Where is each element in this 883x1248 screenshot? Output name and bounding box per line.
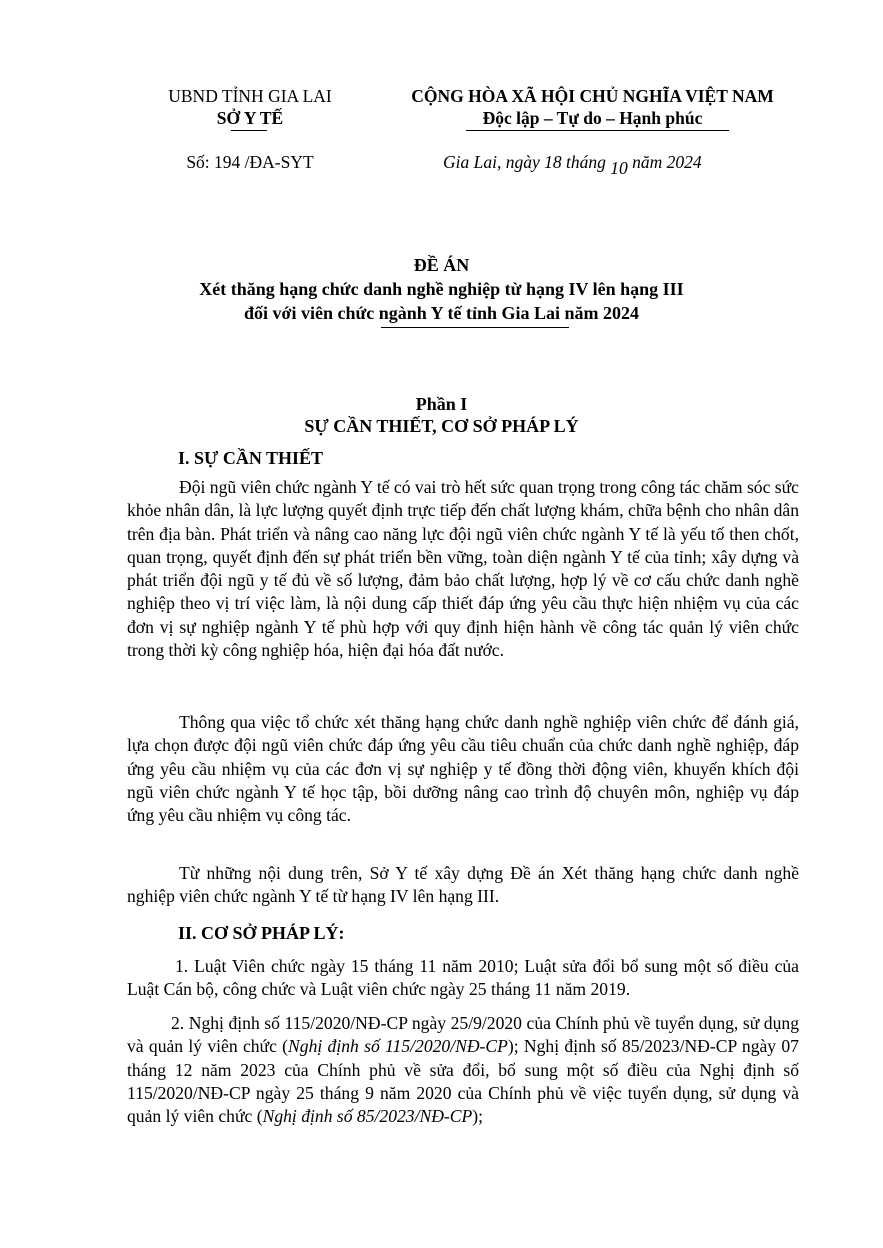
legal-basis-item-1: 1. Luật Viên chức ngày 15 tháng 11 năm 2010; Luật sửa đổi bổ sung một số điều của Luật Cán bộ, công chức và Luật viên chức ngày 25 tháng 11 năm 2019. [127, 956, 799, 1000]
section-heading-1: I. SỰ CẦN THIẾT [178, 448, 324, 468]
legal-basis-item-2 [127, 1012, 799, 1128]
part-heading: SỰ CẦN THIẾT, CƠ SỞ PHÁP LÝ [304, 416, 579, 436]
item2-text-2: ); Nghị định số 85/2023/NĐ-CP ngày 07 tháng 12 năm 2023 của Chính phủ về sửa đổi, bổ sung một số điều của Nghị định số 115/2020/NĐ-CP ngày 25 tháng 9 năm 2020 của Chính phủ về việc tuyển dụng, sử dụng và quản lý viên chức ( [127, 1036, 799, 1127]
agency-underline [231, 130, 267, 131]
date-month: 10 [610, 158, 628, 178]
paragraph-1: Đội ngũ viên chức ngành Y tế có vai trò hết sức quan trọng trong công tác chăm sóc sức khỏe nhân dân, là lực lượng quyết định trực tiếp đến chất lượng khám, chữa bệnh cho nhân dân trên địa bàn. Phát triển và nâng cao năng lực đội ngũ viên chức ngành Y tế là yếu tố then chốt, quan trọng, quyết định đến sự phát triển bền vững, toàn diện ngành Y tế của tỉnh; xây dựng và phát triển đội ngũ y tế đủ về số lượng, đảm bảo chất lượng, hợp lý về cơ cấu chức danh nghề nghiệp theo vị trí việc làm, là nội dung cấp thiết đáp ứng yêu cầu thực hiện nhiệm vụ của các đơn vị sự nghiệp ngành Y tế phù hợp với quy định hiện hành về công tác quản lý viên chức trong thời kỳ công nghiệp hóa, hiện đại hóa đất nước. [127, 477, 799, 661]
document-number: Số: 194 /ĐA-SYT [186, 152, 314, 172]
document-title-line2: đối với viên chức ngành Y tế tỉnh Gia Lai năm 2024 [244, 303, 639, 323]
date-prefix: Gia Lai, ngày 18 tháng [443, 152, 606, 172]
document-title-line1: Xét thăng hạng chức danh nghề nghiệp từ hạng IV lên hạng III [199, 279, 684, 299]
nation-name: CỘNG HÒA XÃ HỘI CHỦ NGHĨA VIỆT NAM [411, 86, 774, 106]
agency-name: SỞ Y TẾ [216, 108, 284, 128]
section-heading-2: II. CƠ SỞ PHÁP LÝ: [178, 923, 345, 943]
paragraph-3: Từ những nội dung trên, Sở Y tế xây dựng Đề án Xét thăng hạng chức danh nghề nghiệp viên chức ngành Y tế từ hạng IV lên hạng III. [127, 863, 799, 907]
item2-text-1: 2. Nghị định số 115/2020/NĐ-CP ngày 25/9/2020 của Chính phủ về tuyển dụng, sử dụng và quản lý viên chức ( [127, 1013, 799, 1057]
item2-text-3: ); [472, 1106, 484, 1127]
title-underline [381, 327, 569, 328]
agency-parent: UBND TỈNH GIA LAI [168, 86, 332, 106]
part-label: Phần I [415, 394, 468, 414]
paragraph-2: Thông qua việc tổ chức xét thăng hạng chức danh nghề nghiệp viên chức để đánh giá, lựa chọn được đội ngũ viên chức đáp ứng yêu cầu tiêu chuẩn của chức danh nghề nghiệp, đáp ứng yêu cầu nhiệm vụ của các đơn vị sự nghiệp y tế đồng thời động viên, khuyến khích đội ngũ viên chức ngành Y tế học tập, bồi dưỡng nâng cao trình độ chuyên môn, nghiệp vụ đáp ứng yêu cầu nhiệm vụ công tác. [127, 712, 799, 826]
document-type: ĐỀ ÁN [413, 255, 470, 275]
document-date [443, 151, 702, 178]
national-motto: Độc lập – Tự do – Hạnh phúc [482, 108, 703, 128]
item2-italic-1: Nghị định số 115/2020/NĐ-CP [288, 1036, 508, 1057]
motto-underline [466, 130, 729, 131]
date-suffix: năm 2024 [632, 152, 702, 172]
item2-italic-2: Nghị định số 85/2023/NĐ-CP [262, 1106, 473, 1127]
